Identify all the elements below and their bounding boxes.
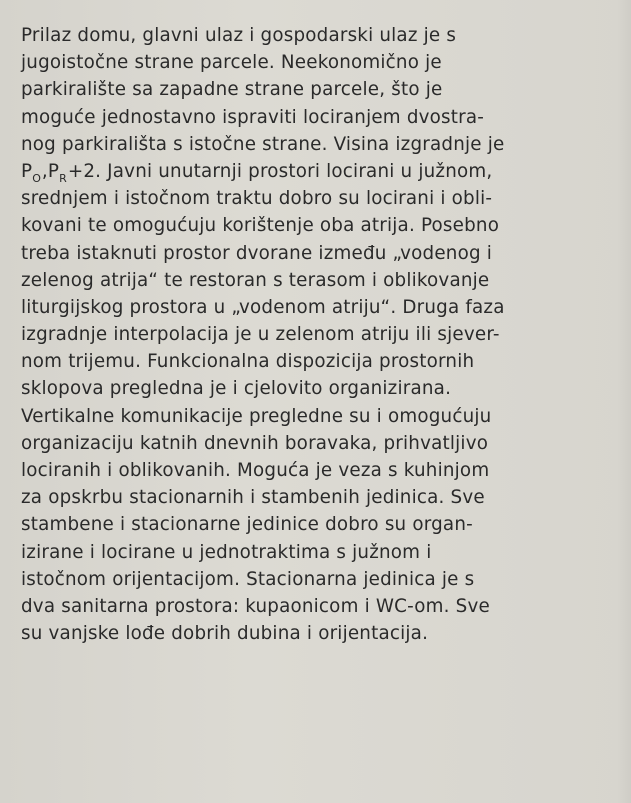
body-text — [21, 22, 621, 647]
text-line: nog parkirališta s istočne strane. Visina izgradnje je — [21, 133, 505, 155]
text-line: dva sanitarna prostora: kupaonicom i WC-om. Sve — [21, 595, 490, 617]
separator-p: ,P — [41, 160, 60, 182]
text-line: za opskrbu stacionarnih i stambenih jedinica. Sve — [21, 487, 485, 509]
text-line: parkiralište sa zapadne strane parcele, što je — [21, 79, 443, 101]
text-line: izgradnje interpolacija je u zelenom atriju ili sjever- — [21, 324, 500, 346]
subscript-o: O — [32, 171, 41, 185]
text-line: zelenog atrija“ te restoran s terasom i oblikovanje — [21, 269, 490, 291]
text-line: sklopova pregledna je i cjelovito organizirana. — [21, 378, 452, 400]
text-line: organizaciju katnih dnevnih boravaka, prihvatljivo — [21, 432, 489, 454]
text-line: kovani te omogućuju korištenje oba atrija. Posebno — [21, 215, 500, 237]
text-line: srednjem i istočnom traktu dobro su locirani i obli- — [21, 188, 493, 210]
text-line: Vertikalne komunikacije pregledne su i omogućuju — [21, 405, 492, 427]
text-line: Prilaz domu, glavni ulaz i gospodarski ulaz je s — [21, 25, 457, 46]
text-line: nom trijemu. Funkcionalna dispozicija prostornih — [21, 351, 475, 373]
text-line: moguće jednostavno ispraviti lociranjem dvostra- — [21, 106, 485, 128]
text-line: lociranih i oblikovanih. Moguća je veza s kuhinjom — [21, 460, 490, 481]
text-line-with-subscripts — [21, 158, 621, 185]
subscript-r: R — [59, 171, 67, 185]
text-line: stambene i stacionarne jedinice dobro su organ- — [21, 514, 473, 536]
line-rest: +2. Javni unutarnji prostori locirani u južnom, — [67, 160, 493, 182]
text-line: treba istaknuti prostor dvorane između „vodenog i — [21, 242, 493, 264]
p-letter: P — [21, 160, 33, 182]
text-line: izirane i locirane u jednotraktima s južnom i — [21, 541, 432, 563]
text-line: su vanjske lođe dobrih dubina i orijentacija. — [21, 623, 429, 645]
text-line: liturgijskog prostora u „vodenom atriju“. Druga faza — [21, 296, 505, 318]
text-line: istočnom orijentacijom. Stacionarna jedinica je s — [21, 568, 475, 590]
text-line: jugoistočne strane parcele. Neekonomično je — [21, 52, 442, 74]
